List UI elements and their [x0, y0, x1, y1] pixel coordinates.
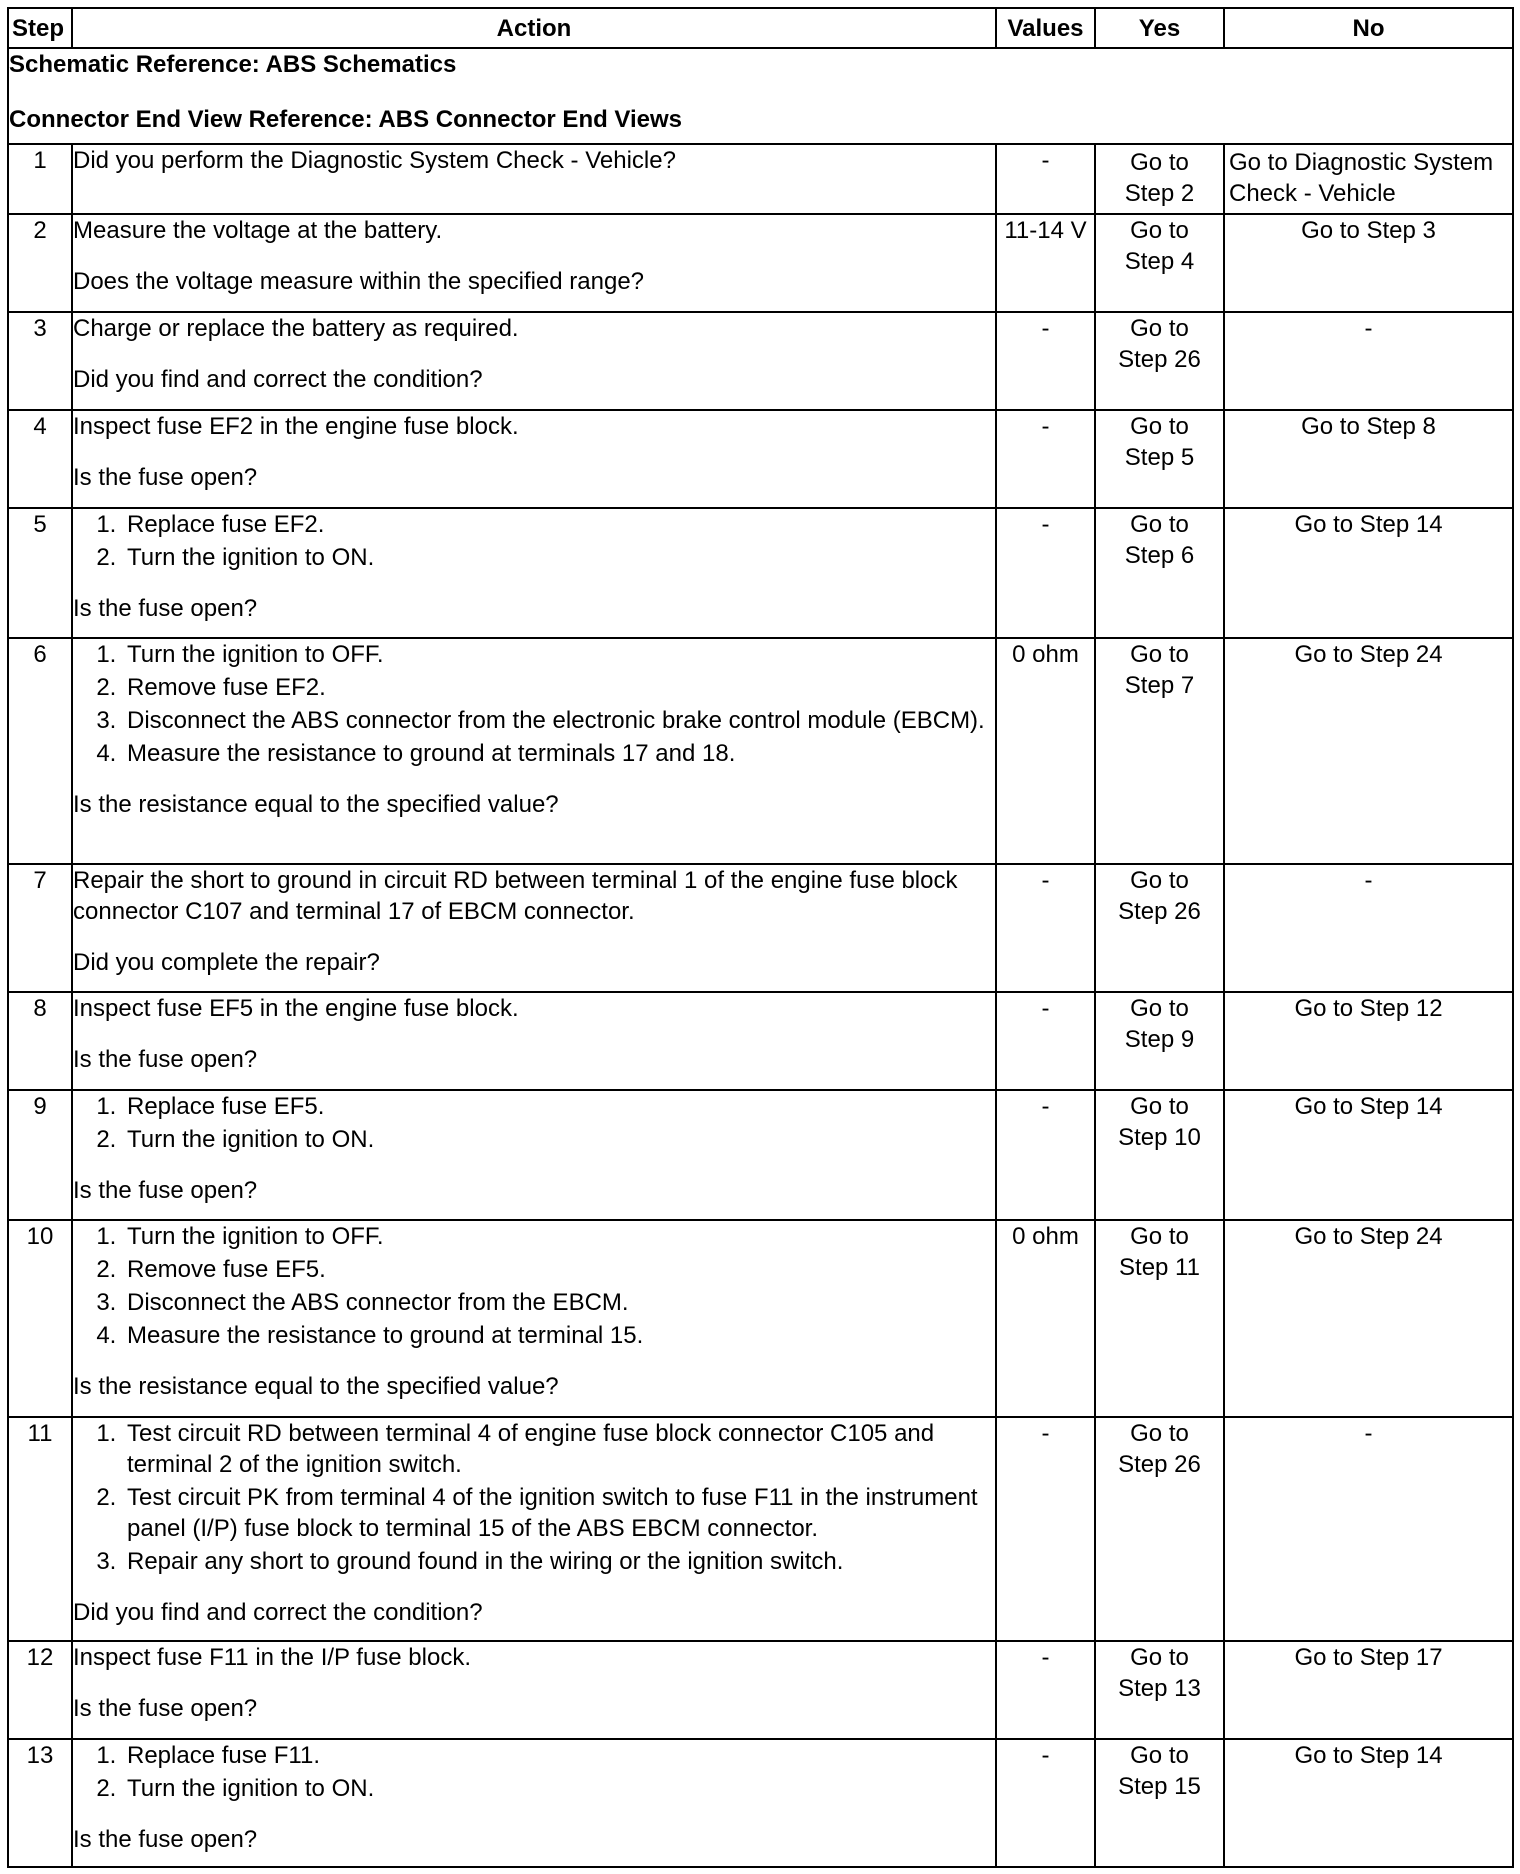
action-step-item: 1. Replace fuse EF2.: [123, 509, 995, 540]
yes-line: Step 5: [1124, 444, 1195, 471]
step-value: -: [996, 1417, 1095, 1641]
step-value: -: [996, 992, 1095, 1090]
yes-action: [1095, 1739, 1224, 1867]
no-line: Go to Step 24: [1294, 641, 1443, 668]
yes-action: [1095, 312, 1224, 410]
yes-line: Go to: [1130, 1420, 1189, 1447]
action-step-item: 4. Measure the resistance to ground at terminals 17 and 18.: [123, 738, 995, 769]
schematic-reference: Schematic Reference: ABS Schematics: [9, 51, 457, 78]
action-step-item: 2. Turn the ignition to ON.: [123, 1124, 995, 1155]
step-number: 5: [8, 508, 72, 638]
step-row: [8, 992, 1513, 1090]
yes-line: Go to: [1130, 867, 1189, 894]
action-question: Is the fuse open?: [73, 1695, 258, 1722]
action-step-item: 3. Disconnect the ABS connector from the electronic brake control module (EBCM).: [123, 705, 995, 736]
step-action: [72, 508, 996, 638]
yes-line: Step 9: [1124, 1026, 1195, 1053]
no-line: -: [1364, 867, 1373, 894]
step-number: 6: [8, 638, 72, 864]
step-action: [72, 864, 996, 992]
action-question: Did you find and correct the condition?: [73, 1599, 483, 1626]
action-question: Is the fuse open?: [73, 595, 258, 622]
connector-reference: Connector End View Reference: ABS Connector End Views: [9, 106, 683, 133]
action-step-item: 4. Measure the resistance to ground at terminal 15.: [123, 1320, 995, 1351]
yes-action: [1095, 144, 1224, 214]
step-value: -: [996, 1090, 1095, 1220]
action-step-item: 1. Replace fuse F11.: [123, 1740, 995, 1771]
header-no: No: [1224, 8, 1513, 48]
action-instruction: Repair the short to ground in circuit RD between terminal 1 of the engine fuse block connector C107 and terminal 17 of EBCM connector.: [73, 867, 958, 925]
yes-line: Go to: [1130, 413, 1189, 440]
action-question: Is the fuse open?: [73, 1826, 258, 1853]
step-action: [72, 1090, 996, 1220]
yes-line: Step 15: [1118, 1773, 1201, 1800]
action-instruction: Did you perform the Diagnostic System Check - Vehicle?: [73, 147, 676, 174]
step-number: 9: [8, 1090, 72, 1220]
action-step-item: 2. Remove fuse EF5.: [123, 1254, 995, 1285]
step-action: [72, 1220, 996, 1417]
action-question: Did you find and correct the condition?: [73, 366, 483, 393]
action-step-item: 3. Repair any short to ground found in the wiring or the ignition switch.: [123, 1546, 995, 1577]
action-question: Is the fuse open?: [73, 1177, 258, 1204]
step-value: -: [996, 1641, 1095, 1739]
yes-action: [1095, 1417, 1224, 1641]
yes-line: Step 4: [1124, 248, 1195, 275]
action-question: Is the resistance equal to the specified value?: [73, 791, 559, 818]
step-number: 7: [8, 864, 72, 992]
yes-action: [1095, 1090, 1224, 1220]
step-row: [8, 312, 1513, 410]
yes-line: Step 26: [1118, 346, 1201, 373]
reference-cell: [8, 48, 1513, 144]
action-steps-list: [73, 509, 995, 573]
yes-line: Step 7: [1124, 672, 1195, 699]
yes-action: [1095, 410, 1224, 508]
yes-line: Go to: [1130, 315, 1189, 342]
step-row: [8, 1417, 1513, 1641]
yes-action: [1095, 1641, 1224, 1739]
step-value: 0 ohm: [996, 638, 1095, 864]
step-value: -: [996, 1739, 1095, 1867]
action-steps-list: [73, 1740, 995, 1804]
yes-line: Step 26: [1118, 1451, 1201, 1478]
no-line: Go to Step 14: [1294, 511, 1443, 538]
action-instruction: Measure the voltage at the battery.: [73, 217, 443, 244]
no-line: Check - Vehicle: [1229, 180, 1396, 207]
step-value: -: [996, 144, 1095, 214]
no-action: [1224, 410, 1513, 508]
action-steps-list: [73, 1418, 995, 1577]
action-question: Did you complete the repair?: [73, 949, 380, 976]
action-step-item: 2. Turn the ignition to ON.: [123, 542, 995, 573]
action-question: Does the voltage measure within the specified range?: [73, 268, 645, 295]
yes-line: Go to: [1130, 149, 1189, 176]
action-instruction: Inspect fuse F11 in the I/P fuse block.: [73, 1644, 472, 1671]
yes-line: Go to: [1130, 1644, 1189, 1671]
no-line: Go to Diagnostic System: [1229, 149, 1494, 176]
step-value: -: [996, 312, 1095, 410]
step-row: [8, 1220, 1513, 1417]
yes-line: Step 2: [1124, 180, 1195, 207]
yes-line: Step 6: [1124, 542, 1195, 569]
step-action: [72, 144, 996, 214]
action-question: Is the fuse open?: [73, 1046, 258, 1073]
action-question: Is the resistance equal to the specified value?: [73, 1373, 559, 1400]
action-step-item: 1. Turn the ignition to OFF.: [123, 1221, 995, 1252]
no-line: Go to Step 3: [1301, 217, 1436, 244]
yes-line: Go to: [1130, 217, 1189, 244]
no-action: [1224, 1417, 1513, 1641]
step-row: [8, 1739, 1513, 1867]
yes-action: [1095, 1220, 1224, 1417]
action-steps-list: [73, 639, 995, 769]
yes-line: Go to: [1130, 995, 1189, 1022]
step-number: 1: [8, 144, 72, 214]
action-step-item: 2. Test circuit PK from terminal 4 of the ignition switch to fuse F11 in the instrument panel (I/P) fuse block to terminal 15 of the ABS EBCM connector.: [123, 1482, 995, 1544]
step-number: 13: [8, 1739, 72, 1867]
step-number: 11: [8, 1417, 72, 1641]
yes-line: Go to: [1130, 1093, 1189, 1120]
no-action: [1224, 1090, 1513, 1220]
no-action: [1224, 638, 1513, 864]
header-values: Values: [996, 8, 1095, 48]
header-row: [8, 8, 1513, 48]
step-number: 4: [8, 410, 72, 508]
reference-row: [8, 48, 1513, 144]
no-line: -: [1364, 315, 1373, 342]
no-action: [1224, 144, 1513, 214]
header-step: Step: [8, 8, 72, 48]
step-value: -: [996, 864, 1095, 992]
yes-action: [1095, 508, 1224, 638]
step-row: [8, 1641, 1513, 1739]
no-line: Go to Step 8: [1301, 413, 1436, 440]
yes-line: Step 13: [1118, 1675, 1201, 1702]
diagnostic-table: [7, 7, 1514, 1868]
no-line: Go to Step 14: [1294, 1742, 1443, 1769]
no-line: Go to Step 14: [1294, 1093, 1443, 1120]
no-line: -: [1364, 1420, 1373, 1447]
yes-action: [1095, 638, 1224, 864]
action-instruction: Inspect fuse EF5 in the engine fuse block.: [73, 995, 519, 1022]
action-question: Is the fuse open?: [73, 464, 258, 491]
action-step-item: 3. Disconnect the ABS connector from the EBCM.: [123, 1287, 995, 1318]
step-number: 10: [8, 1220, 72, 1417]
no-action: [1224, 992, 1513, 1090]
action-instruction: Charge or replace the battery as required.: [73, 315, 519, 342]
yes-line: Go to: [1130, 1223, 1189, 1250]
step-number: 12: [8, 1641, 72, 1739]
action-step-item: 1. Replace fuse EF5.: [123, 1091, 995, 1122]
header-yes: Yes: [1095, 8, 1224, 48]
step-value: -: [996, 508, 1095, 638]
no-line: Go to Step 12: [1294, 995, 1443, 1022]
step-row: [8, 1090, 1513, 1220]
step-action: [72, 638, 996, 864]
step-row: [8, 410, 1513, 508]
step-action: [72, 1641, 996, 1739]
step-row: [8, 508, 1513, 638]
yes-line: Step 11: [1119, 1254, 1200, 1281]
action-step-item: 1. Turn the ignition to OFF.: [123, 639, 995, 670]
no-action: [1224, 1641, 1513, 1739]
no-action: [1224, 312, 1513, 410]
step-number: 2: [8, 214, 72, 312]
yes-line: Step 10: [1118, 1124, 1201, 1151]
no-line: Go to Step 24: [1294, 1223, 1443, 1250]
yes-action: [1095, 214, 1224, 312]
yes-line: Step 26: [1118, 898, 1201, 925]
step-value: 0 ohm: [996, 1220, 1095, 1417]
yes-line: Go to: [1130, 511, 1189, 538]
step-action: [72, 410, 996, 508]
step-row: [8, 864, 1513, 992]
action-steps-list: [73, 1221, 995, 1351]
yes-line: Go to: [1130, 1742, 1189, 1769]
step-action: [72, 992, 996, 1090]
no-action: [1224, 1220, 1513, 1417]
step-value: -: [996, 410, 1095, 508]
step-number: 3: [8, 312, 72, 410]
step-number: 8: [8, 992, 72, 1090]
no-action: [1224, 864, 1513, 992]
step-row: [8, 144, 1513, 214]
action-step-item: 2. Remove fuse EF2.: [123, 672, 995, 703]
no-action: [1224, 508, 1513, 638]
step-action: [72, 1739, 996, 1867]
no-line: Go to Step 17: [1294, 1644, 1443, 1671]
step-row: [8, 638, 1513, 864]
action-step-item: 2. Turn the ignition to ON.: [123, 1773, 995, 1804]
step-row: [8, 214, 1513, 312]
no-action: [1224, 214, 1513, 312]
yes-line: Go to: [1130, 641, 1189, 668]
header-action: Action: [72, 8, 996, 48]
step-action: [72, 312, 996, 410]
yes-action: [1095, 864, 1224, 992]
step-action: [72, 214, 996, 312]
action-step-item: 1. Test circuit RD between terminal 4 of engine fuse block connector C105 and terminal 2 of the ignition switch.: [123, 1418, 995, 1480]
step-action: [72, 1417, 996, 1641]
step-value: 11-14 V: [996, 214, 1095, 312]
yes-action: [1095, 992, 1224, 1090]
action-steps-list: [73, 1091, 995, 1155]
action-instruction: Inspect fuse EF2 in the engine fuse block.: [73, 413, 519, 440]
no-action: [1224, 1739, 1513, 1867]
